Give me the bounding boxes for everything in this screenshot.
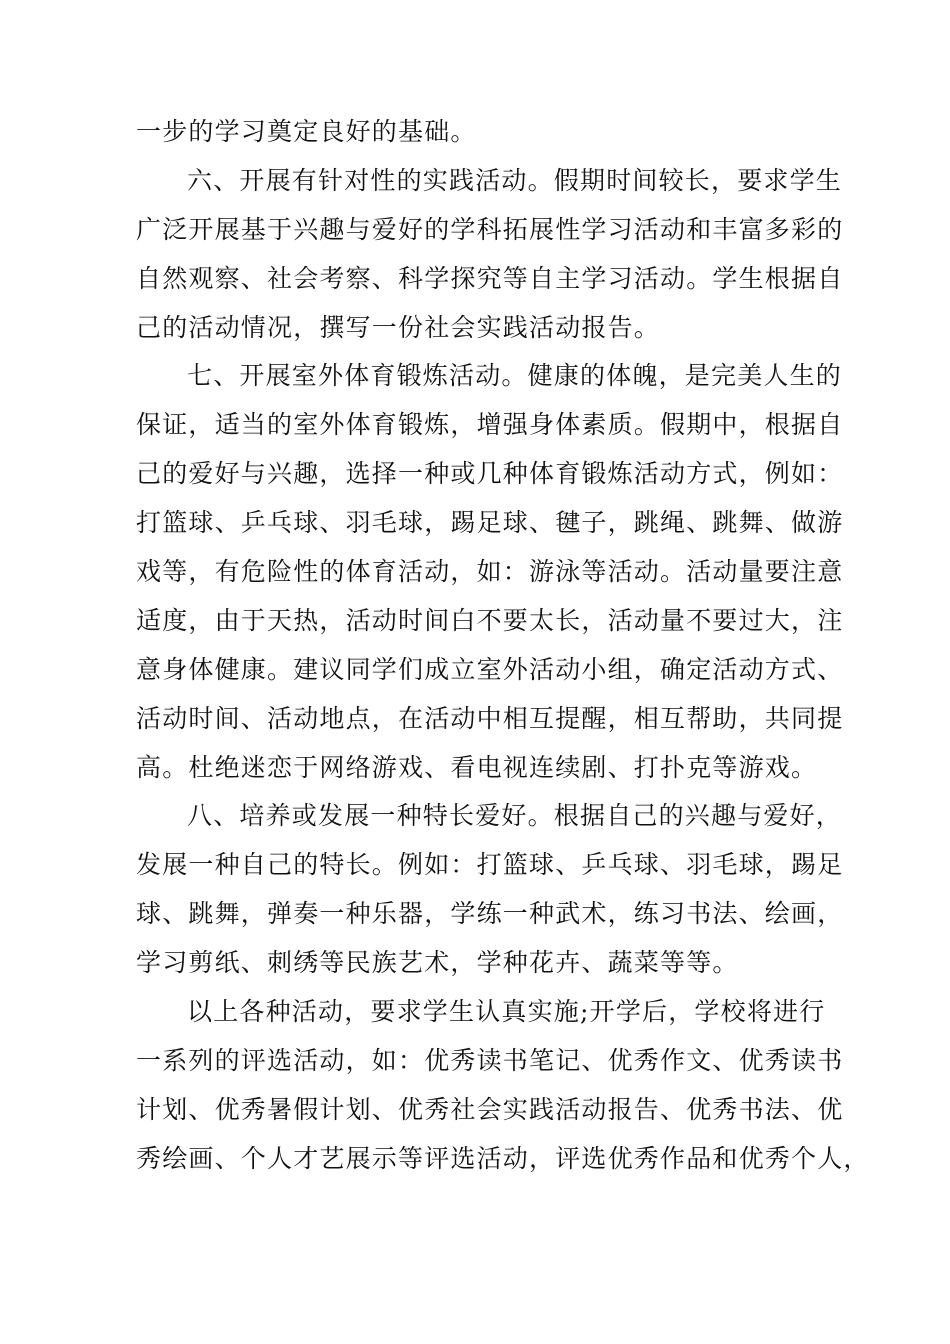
paragraph-line: 高。杜绝迷恋于网络游戏、看电视连续剧、打扑克等游戏。 xyxy=(136,752,818,782)
paragraph-line: 打篮球、乒乓球、羽毛球，踢足球、毽子，跳绳、跳舞、做游 xyxy=(136,508,844,538)
paragraph-line: 己的活动情况，撰写一份社会实践活动报告。 xyxy=(136,312,661,342)
paragraph-line: 戏等，有危险性的体育活动，如：游泳等活动。活动量要注意 xyxy=(136,557,844,587)
paragraph-line: 六、开展有针对性的实践活动。假期时间较长，要求学生 xyxy=(187,165,843,195)
paragraph-line: 学习剪纸、刺绣等民族艺术，学种花卉、蔬菜等等。 xyxy=(136,948,739,978)
paragraph-line: 广泛开展基于兴趣与爱好的学科拓展性学习活动和丰富多彩的 xyxy=(136,214,844,244)
paragraph-line: 活动时间、活动地点，在活动中相互提醒，相互帮助，共同提 xyxy=(136,703,844,733)
paragraph-line: 适度，由于天热，活动时间白不要太长，活动量不要过大，注 xyxy=(136,605,844,635)
paragraph-line: 球、跳舞，弹奏一种乐器，学练一种武术，练习书法、绘画， xyxy=(136,899,844,929)
paragraph-line: 一步的学习奠定良好的基础。 xyxy=(136,117,477,146)
paragraph-line: 八、培养或发展一种特长爱好。根据自己的兴趣与爱好， xyxy=(187,801,843,831)
paragraph-line: 计划、优秀暑假计划、优秀社会实践活动报告、优秀书法、优 xyxy=(136,1094,844,1124)
paragraph-line: 保证，适当的室外体育锻炼，增强身体素质。假期中，根据自 xyxy=(136,410,844,440)
paragraph-line: 发展一种自己的特长。例如：打篮球、乒乓球、羽毛球，踢足 xyxy=(136,850,844,880)
paragraph-line: 己的爱好与兴趣，选择一种或几种体育锻炼活动方式，例如： xyxy=(136,459,844,489)
paragraph-line: 自然观察、社会考察、科学探究等自主学习活动。学生根据自 xyxy=(136,263,844,293)
document-body xyxy=(136,108,870,1184)
paragraph-line: 一系列的评选活动，如：优秀读书笔记、优秀作文、优秀读书 xyxy=(136,1045,844,1075)
paragraph-line: 七、开展室外体育锻炼活动。健康的体魄，是完美人生的 xyxy=(187,361,843,391)
paragraph-line: 秀绘画、个人才艺展示等评选活动，评选优秀作品和优秀个人， xyxy=(136,1143,870,1173)
paragraph-line: 以上各种活动，要求学生认真实施;开学后，学校将进行 xyxy=(187,997,826,1027)
paragraph-line: 意身体健康。建议同学们成立室外活动小组，确定活动方式、 xyxy=(136,654,844,684)
